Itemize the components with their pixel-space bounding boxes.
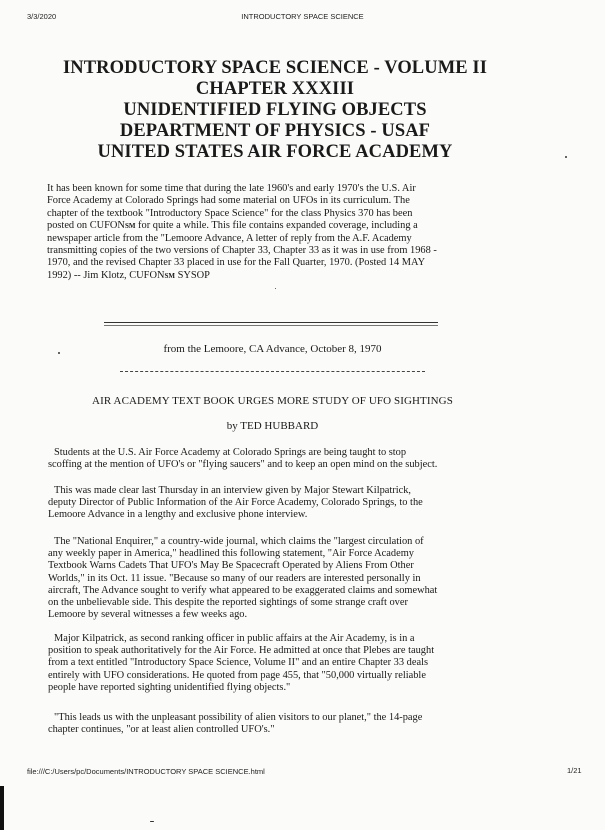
- print-page-number: 1/21: [567, 766, 582, 775]
- intro-line: transmitting copies of the two versions of Chapter 33, Chapter 33 as it was in use from 1968 -: [47, 245, 437, 257]
- title-block: [20, 58, 530, 163]
- print-footer-path: file:///C:/Users/pc/Documents/INTRODUCTORY SPACE SCIENCE.html: [27, 767, 265, 776]
- article-paragraph: [48, 447, 560, 471]
- print-date: 3/3/2020: [27, 12, 57, 21]
- paragraph-line: Students at the U.S. Air Force Academy at Colorado Springs are being taught to stop: [54, 447, 407, 458]
- intro-line: posted on CUFONSM for quite a while. This file contains expanded coverage, including a: [47, 220, 418, 232]
- title-line-5: UNITED STATES AIR FORCE ACADEMY: [97, 142, 453, 162]
- article-paragraph: [48, 536, 560, 621]
- paragraph-line: The "National Enquirer," a country-wide journal, which claims the "largest circulation of: [54, 536, 424, 547]
- scan-speck: [275, 288, 276, 289]
- paragraph-line: any weekly paper in America," headlined this following statement, "Air Force Academy: [48, 548, 414, 560]
- intro-line: 1970, and the revised Chapter 33 placed in use for the Fall Quarter, 1970. (Posted 14 MAY: [47, 257, 426, 269]
- paragraph-line: Lemoore Advance in a lengthy and exclusive phone interview.: [48, 509, 308, 521]
- intro-line: It has been known for some time that during the late 1960's and early 1970's the U.S. Air: [47, 183, 416, 194]
- paragraph-line: Worlds," in its Oct. 11 issue. "Because so many of our readers are interested personally in: [48, 572, 421, 584]
- paragraph-line: chapter continues, "or at least alien controlled UFO's.": [48, 724, 275, 736]
- article-byline: by TED HUBBARD: [226, 420, 319, 432]
- paragraph-line: position to speak authoritatively for the Air Force. He admitted at once that Plebes are taught: [48, 645, 435, 657]
- title-line-4: DEPARTMENT OF PHYSICS - USAF: [119, 121, 431, 141]
- intro-line: 1992) -- Jim Klotz, CUFONSM SYSOP: [47, 269, 210, 281]
- source-line: from the Lemoore, CA Advance, October 8, 1970: [163, 343, 382, 355]
- intro-paragraph: [47, 183, 567, 282]
- divider-rule: [104, 325, 438, 326]
- intro-line: chapter of the textbook "Introductory Space Science" for the class Physics 370 has been: [47, 207, 413, 219]
- paragraph-line: Major Kilpatrick, as second ranking officer in public affairs at the Air Academy, is in a: [54, 633, 415, 644]
- divider-rule: [104, 322, 438, 323]
- article-paragraph: [48, 485, 560, 522]
- print-header-title: INTRODUCTORY SPACE SCIENCE: [241, 12, 364, 21]
- scan-speck: [565, 156, 567, 158]
- title-line-3: UNIDENTIFIED FLYING OBJECTS: [123, 100, 427, 120]
- paragraph-line: on the unbelievable side. This despite the reported sightings of some strange craft over: [48, 597, 408, 609]
- paragraph-line: people have reported sighting unidentified flying objects.": [48, 681, 291, 693]
- dashed-divider: [120, 371, 425, 372]
- paragraph-line: scoffing at the mention of UFO's or "flying saucers" and to keep an open mind on the subject.: [48, 459, 438, 471]
- article-headline: AIR ACADEMY TEXT BOOK URGES MORE STUDY OF UFO SIGHTINGS: [92, 395, 453, 407]
- scan-edge-bar: [0, 786, 4, 830]
- paragraph-line: This was made clear last Thursday in an interview given by Major Stewart Kilpatrick,: [54, 485, 412, 496]
- title-line-2: CHAPTER XXXIII: [195, 79, 355, 99]
- title-line-1: INTRODUCTORY SPACE SCIENCE - VOLUME II: [62, 58, 488, 78]
- service-mark: SM: [124, 222, 136, 231]
- intro-line: newspaper article from the "Lemoore Advance, A letter of reply from the A.F. Academy: [47, 232, 412, 244]
- paragraph-line: aircraft, The Advance sought to verify what appeared to be exaggerated claims and somewhat: [48, 584, 438, 596]
- paragraph-line: deputy Director of Public Information of the Air Force Academy, Colorado Springs, to the: [48, 497, 423, 509]
- service-mark: SM: [164, 271, 175, 280]
- intro-line: Force Academy at Colorado Springs had some material on UFOs in its curriculum. The: [47, 195, 410, 207]
- paragraph-line: "This leads us with the unpleasant possibility of alien visitors to our planet," the 14-page: [54, 712, 423, 723]
- paragraph-line: Textbook Warns Cadets That UFO's May Be Spacecraft Operated by Aliens From Other: [48, 560, 414, 572]
- article-paragraph: [48, 633, 560, 694]
- paragraph-line: entirely with UFO considerations. He quoted from page 455, that "50,000 virtually reliable: [48, 669, 426, 681]
- scan-speck: [150, 821, 154, 822]
- scan-speck: [58, 352, 60, 354]
- paragraph-line: Lemoore by several witnesses a few weeks ago.: [48, 609, 248, 621]
- article-paragraph: [48, 712, 560, 736]
- paragraph-line: from a text entitled "Introductory Space Science, Volume II" and an entire Chapter 33 deals: [48, 657, 429, 669]
